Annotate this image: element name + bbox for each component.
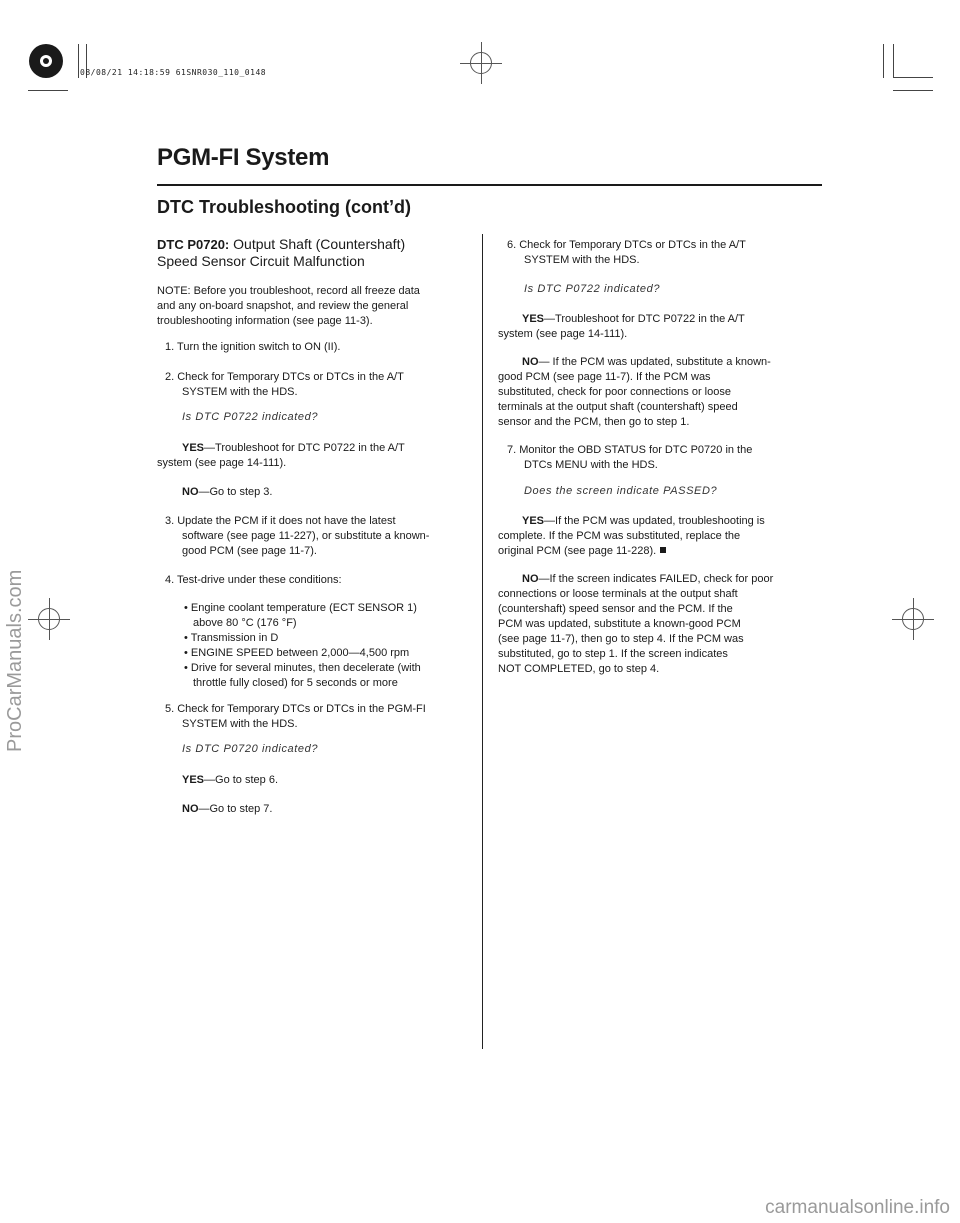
- crosshair-line: [913, 598, 914, 640]
- registration-mark-icon: [29, 44, 63, 78]
- question-step-2: Is DTC P0722 indicated?: [182, 411, 319, 423]
- question-step-6: Is DTC P0722 indicated?: [524, 283, 661, 295]
- list-item: • ENGINE SPEED between 2,000—4,500 rpm: [184, 647, 410, 659]
- no-step-2: NO—Go to step 3.: [182, 486, 273, 498]
- list-item: • Transmission in D: [184, 632, 279, 644]
- yes-step-7-cont: complete. If the PCM was substituted, replace the original PCM (see page 11-228).: [498, 530, 741, 557]
- yes-step-2-cont: system (see page 14-111).: [157, 457, 287, 469]
- question-step-7: Does the screen indicate PASSED?: [524, 485, 718, 497]
- step-7: 7. Monitor the OBD STATUS for DTC P0720 in the DTCs MENU with the HDS.: [507, 444, 753, 471]
- side-watermark: ProCarManuals.com: [4, 569, 26, 752]
- step-5: 5. Check for Temporary DTCs or DTCs in the PGM-FI SYSTEM with the HDS.: [165, 703, 426, 730]
- step-4: 4. Test-drive under these conditions:: [165, 574, 342, 586]
- list-item: • Engine coolant temperature (ECT SENSOR 1): [184, 602, 417, 614]
- step-1: 1. Turn the ignition switch to ON (II).: [165, 341, 341, 353]
- yes-step-7: YES—If the PCM was updated, troubleshooting is: [522, 515, 765, 527]
- dtc-name-cont: Speed Sensor Circuit Malfunction: [157, 253, 365, 269]
- page-title: PGM-FI System: [157, 144, 330, 171]
- list-item: above 80 °C (176 °F): [193, 617, 297, 629]
- no-step-7: NO—If the screen indicates FAILED, check for poor: [522, 573, 774, 585]
- step-3: 3. Update the PCM if it does not have the latest software (see page 11-227), or substitute a known- good PCM (see page 11-7).: [165, 515, 430, 557]
- step-2: 2. Check for Temporary DTCs or DTCs in the A/T SYSTEM with the HDS.: [165, 371, 404, 398]
- crop-mark: [78, 44, 79, 78]
- crop-mark: [893, 44, 894, 78]
- crop-mark: [893, 77, 933, 78]
- crop-mark: [893, 90, 933, 91]
- yes-step-6: YES—Troubleshoot for DTC P0722 in the A/T: [522, 313, 745, 325]
- section-title: DTC Troubleshooting (cont’d): [157, 197, 411, 217]
- end-mark-icon: [660, 547, 666, 553]
- crosshair-line: [49, 598, 50, 640]
- question-step-5: Is DTC P0720 indicated?: [182, 743, 319, 755]
- step-6: 6. Check for Temporary DTCs or DTCs in the A/T SYSTEM with the HDS.: [507, 239, 746, 266]
- yes-step-5: YES—Go to step 6.: [182, 774, 278, 786]
- dtc-code: DTC P0720:: [157, 237, 230, 252]
- print-timestamp: 08/08/21 14:18:59 61SNR030_110_0148: [80, 68, 267, 77]
- note-block: NOTE: Before you troubleshoot, record all freeze data and any on-board snapshot, and review the general troubleshooting information (see page 11-3).: [157, 285, 420, 327]
- yes-step-6-cont: system (see page 14-111).: [498, 328, 628, 340]
- yes-step-2: YES—Troubleshoot for DTC P0722 in the A/T: [182, 442, 405, 454]
- no-step-5: NO—Go to step 7.: [182, 803, 273, 815]
- column-divider: [482, 234, 483, 1049]
- no-step-6-cont: good PCM (see page 11-7). If the PCM was substituted, check for poor connections or loose terminals at the output shaft (countershaft) speed sensor and the PCM, then go to step 1.: [498, 371, 738, 428]
- conditions-list: [184, 601, 421, 691]
- no-step-7-cont: connections or loose terminals at the output shaft (countershaft) speed sensor and the PCM. If the PCM was updated, substitute a known-good PCM (see page 11-7), then go to step 4. If the PCM was substituted, go to step 1. If the screen indicates NOT COMPLETED, go to step 4.: [498, 588, 744, 675]
- dtc-heading: [157, 236, 477, 269]
- dtc-name: Output Shaft (Countershaft): [229, 236, 406, 252]
- list-item: throttle fully closed) for 5 seconds or more: [193, 677, 398, 689]
- crop-mark: [28, 90, 68, 91]
- title-rule: [157, 184, 822, 186]
- footer-watermark: carmanualsonline.info: [765, 1197, 950, 1218]
- list-item: • Drive for several minutes, then decelerate (with: [184, 662, 421, 674]
- crosshair-line: [481, 42, 482, 84]
- no-step-6: NO— If the PCM was updated, substitute a known-: [522, 356, 771, 368]
- crop-mark: [883, 44, 884, 78]
